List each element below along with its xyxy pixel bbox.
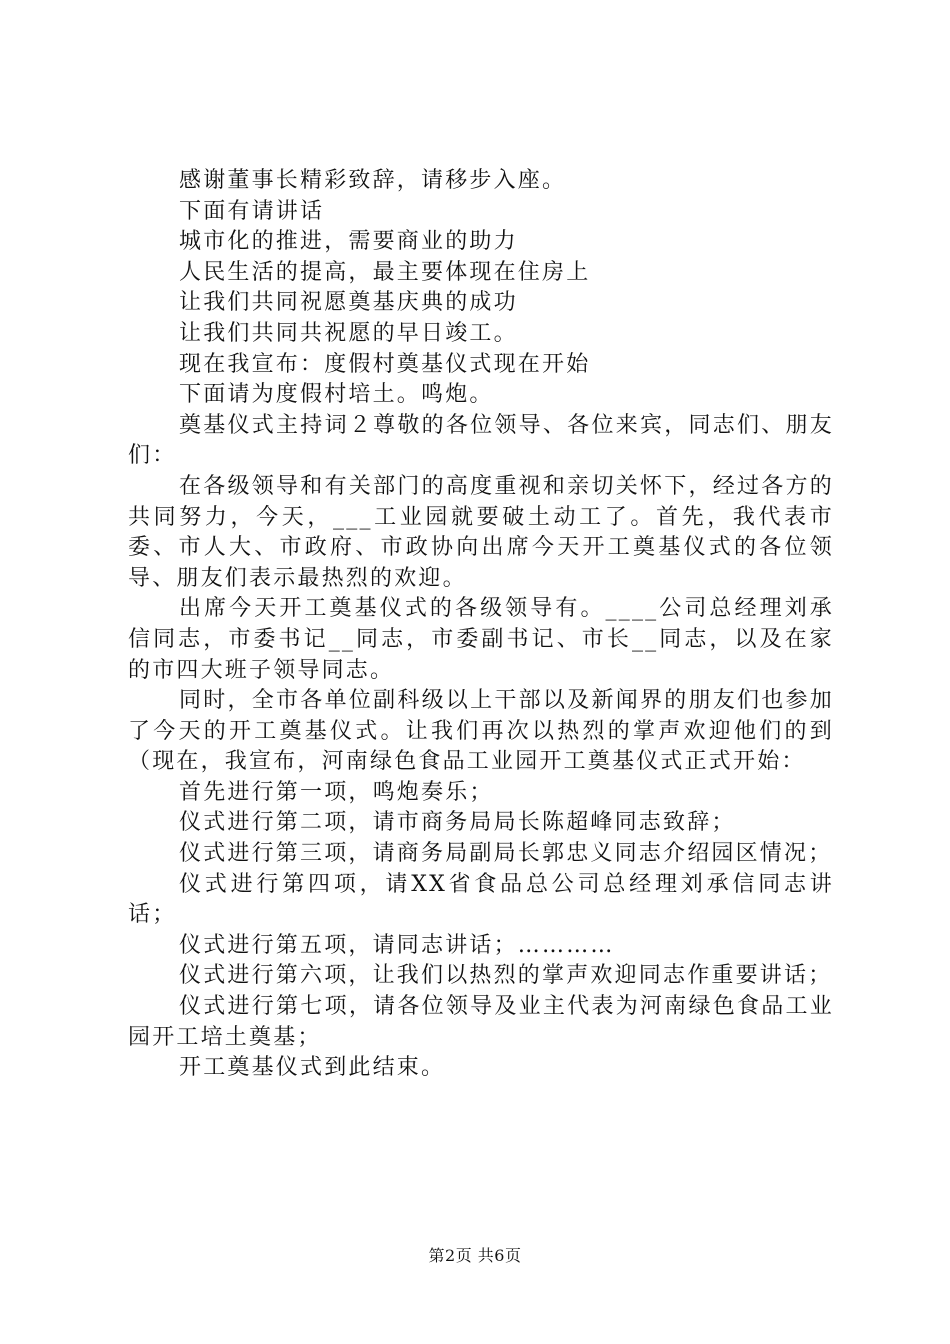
paragraph: 仪式进行第五项，请同志讲话；………… xyxy=(179,932,615,958)
paragraph: 仪式进行第四项，请XX省食品总公司总经理刘承信同志讲话； xyxy=(128,871,834,928)
paragraph: 同时，全市各单位副科级以上干部以及新闻界的朋友们也参加了今天的开工奠基仪式。让我们再次以热烈的掌声欢迎他们的到（现在，我宣布，河南绿色食品工业园开工奠基仪式正式开始： xyxy=(128,688,834,775)
paragraph: 奠基仪式主持词２尊敬的各位领导、各位来宾，同志们、朋友们： xyxy=(128,412,834,469)
paragraph: 让我们共同祝愿奠基庆典的成功 xyxy=(179,290,518,316)
paragraph: 首先进行第一项，鸣炮奏乐； xyxy=(179,779,494,805)
page-number-label: 第2页 共6页 xyxy=(428,1246,522,1265)
paragraph: 感谢董事长精彩致辞，请移步入座。 xyxy=(179,168,567,193)
paragraph: 开工奠基仪式到此结束。 xyxy=(179,1055,446,1081)
document-body xyxy=(128,166,834,1084)
paragraph: 仪式进行第七项，请各位领导及业主代表为河南绿色食品工业园开工培土奠基； xyxy=(128,994,834,1050)
paragraph: 仪式进行第六项，让我们以热烈的掌声欢迎同志作重要讲话； xyxy=(179,963,833,989)
paragraph: 在各级领导和有关部门的高度重视和亲切关怀下，经过各方的共同努力，今天，___工业园就要破土动工了。首先，我代表市委、市人大、市政府、市政协向出席今天开工奠基仪式的各位领导、朋友们表示最热烈的欢迎。 xyxy=(128,473,834,591)
paragraph: 城市化的推进，需要商业的助力 xyxy=(179,229,518,255)
paragraph: 下面有请讲话 xyxy=(179,198,325,224)
paragraph: 出席今天开工奠基仪式的各级领导有。____公司总经理刘承信同志，市委书记__同志，市委副书记、市长__同志，以及在家的市四大班子领导同志。 xyxy=(128,596,834,683)
paragraph: 人民生活的提高，最主要体现在住房上 xyxy=(179,259,591,285)
paragraph: 让我们共同共祝愿的早日竣工。 xyxy=(179,320,518,346)
page-footer xyxy=(0,1243,950,1266)
paragraph: 下面请为度假村培土。鸣炮。 xyxy=(179,382,494,408)
paragraph: 仪式进行第三项，请商务局副局长郭忠义同志介绍园区情况； xyxy=(179,841,833,867)
paragraph: 现在我宣布：度假村奠基仪式现在开始 xyxy=(179,351,591,377)
paragraph: 仪式进行第二项，请市商务局局长陈超峰同志致辞； xyxy=(179,810,736,836)
